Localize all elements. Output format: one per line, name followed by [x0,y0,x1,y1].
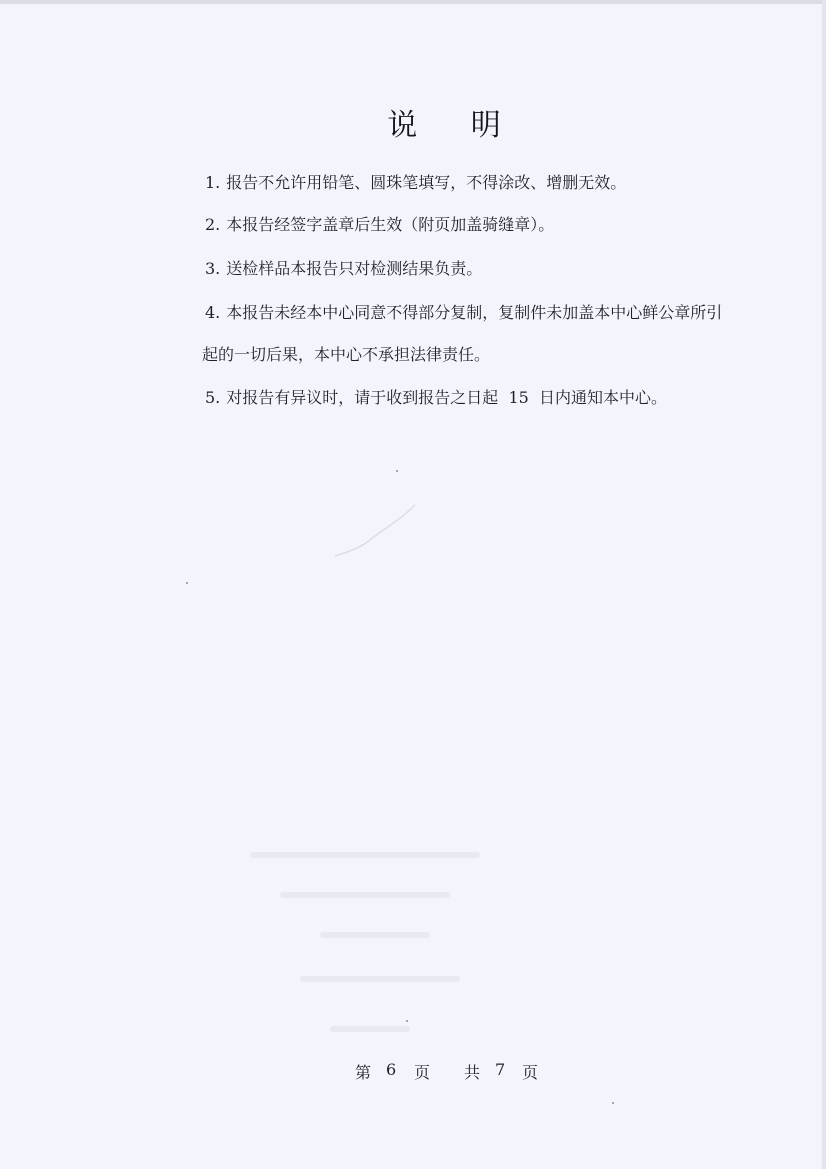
scan-speck [406,1020,408,1022]
scan-speck [612,1102,614,1104]
notice-item-number: 4. [205,303,221,322]
notice-item-4-continuation [202,342,490,365]
notice-item-text: 本报告未经本中心同意不得部分复制，复制件未加盖本中心鲜公章所引 [226,303,723,322]
total-label-prefix: 共 [464,1063,481,1082]
page-total-number: 7 [495,1060,506,1079]
notice-item-number: 2. [205,215,221,234]
notice-item-text: 报告不允许用铅笔、圆珠笔填写，不得涂改、增删无效。 [226,173,627,192]
scan-speck [396,470,398,472]
scan-edge-right [822,0,826,1169]
page-current-number: 6 [386,1060,397,1079]
notice-item-3 [205,256,482,279]
paper-crease-mark [330,500,420,560]
scan-edge-top [0,0,826,4]
show-through-text [240,840,500,1040]
notice-item-4 [205,300,722,323]
notice-item-2 [205,212,554,235]
notice-item-text: 本报告经签字盖章后生效（附页加盖骑缝章）。 [226,215,555,234]
document-title: 说 明 [387,108,523,143]
total-label-suffix: 页 [522,1063,539,1082]
notice-item-number: 1. [205,173,221,192]
notice-item-5 [205,385,667,408]
scan-speck [186,582,188,584]
notice-item-number: 3. [205,259,221,278]
notice-item-number: 5. [205,388,221,407]
page-label-prefix: 第 [355,1063,372,1082]
notice-item-text: 起的一切后果，本中心不承担法律责任。 [202,345,491,364]
page-label-suffix: 页 [414,1063,431,1082]
notice-item-1 [205,170,626,193]
notice-item-text: 对报告有异议时，请于收到报告之日起 15 日内通知本中心。 [226,388,667,407]
notice-item-text: 送检样品本报告只对检测结果负责。 [226,259,483,278]
